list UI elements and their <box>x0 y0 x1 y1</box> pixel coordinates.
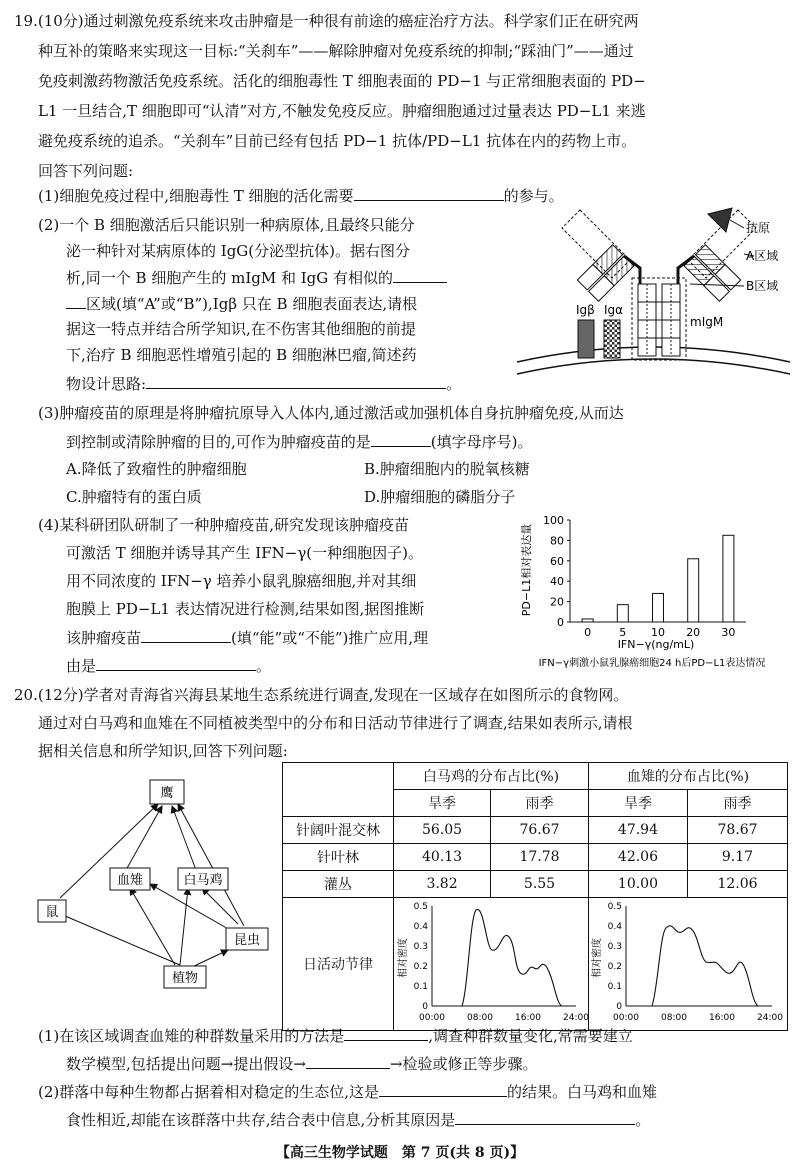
svg-text:0.3: 0.3 <box>413 942 429 952</box>
q19-part2-line4: 区域(填“A”或“B”),Igβ 只在 B 细胞表面表达,请根 <box>66 292 417 315</box>
q19-line-5: 避免疫系统的追杀。“关刹车”目前已经有包括 PD−1 抗体/PD−L1 抗体在内的药物上市。 <box>38 132 637 150</box>
svg-text:血雉: 血雉 <box>116 873 144 888</box>
header-blood-pheasant: 血雉的分布占比(%) <box>588 763 787 790</box>
q19-line-1: 19.(10分)通过刺激免疫系统来攻击肿瘤是一种很有前途的癌症治疗方法。科学家们正在研究两 <box>14 12 639 30</box>
svg-text:0.1: 0.1 <box>607 982 622 992</box>
answer-blank[interactable] <box>146 372 446 389</box>
y-tick-label: 40 <box>550 575 564 589</box>
option-a: A.降低了致瘤性的肿瘤细胞 <box>66 460 247 478</box>
right-arm <box>684 245 741 302</box>
x-tick-label: 10 <box>651 626 665 639</box>
ig-beta-label: Igβ <box>576 303 595 317</box>
q19-part2-line6: 下,治疗 B 细胞恶性增殖引起的 B 细胞淋巴瘤,简述药 <box>66 346 417 364</box>
q19-part2-line7: 物设计思路: 。 <box>66 372 461 395</box>
svg-text:鼠: 鼠 <box>45 905 59 920</box>
option-b: B.肿瘤细胞内的脱氧核糖 <box>364 460 530 478</box>
q19-part4-line3: 用不同浓度的 IFN−γ 培养小鼠乳腺癌细胞,并对其细 <box>66 572 417 590</box>
q19-part2-line3: 析,同一个 B 细胞产生的 mIgM 和 IgG 有相似的 <box>66 266 447 289</box>
q20-part1-line2: 数学模型,包括提出问题→提出假设→ →检验或修正等步骤。 <box>66 1052 538 1075</box>
x-tick-label: 20 <box>686 626 701 639</box>
svg-text:0: 0 <box>422 1002 429 1012</box>
q19-part3-line1: (3)肿瘤疫苗的原理是将肿瘤抗原导入人体内,通过激活或加强机体自身抗肿瘤免疫,从而达 <box>38 404 624 422</box>
svg-text:相对密度: 相对密度 <box>591 938 603 978</box>
header-rain: 雨季 <box>687 790 787 817</box>
answer-blank[interactable] <box>66 292 86 309</box>
activity-curve-blood-pheasant <box>652 926 758 1006</box>
answer-blank[interactable] <box>393 266 447 283</box>
q19-line-4: L1 一旦结合,T 细胞即可“认清”对方,不触发免疫反应。肿瘤细胞通过过量表达 PD−L1 来逃 <box>38 102 646 120</box>
q19-part2-line5: 据这一特点并结合所学知识,在不伤害其他细胞的前提 <box>66 320 416 338</box>
answer-blank[interactable] <box>379 1080 507 1097</box>
svg-text:白马鸡: 白马鸡 <box>183 873 223 888</box>
q19-line-3: 免疫刺激药物激活免疫系统。活化的细胞毒性 T 细胞表面的 PD−1 与正常细胞表面的 PD− <box>38 72 646 90</box>
option-c: C.肿瘤特有的蛋白质 <box>66 488 202 506</box>
q19-part1: (1)细胞免疫过程中,细胞毒性 T 细胞的活化需要 的参与。 <box>38 184 564 207</box>
answer-blank[interactable] <box>344 1024 428 1041</box>
antigen-label: 抗原 <box>746 221 771 235</box>
region-a-label: A区域 <box>746 249 779 263</box>
ig-alpha-label: Igα <box>604 303 624 317</box>
q20-part1-line1: (1)在该区域调查血雉的种群数量采用的方法是 ,调查种群数量变化,常需要建立 <box>38 1024 633 1047</box>
q20-line-1: 20.(12分)学者对青海省兴海县某地生态系统进行调查,发现在一区域存在如图所示的食物网。 <box>14 686 629 704</box>
q19-part4-line6: 由是 。 <box>66 654 271 677</box>
antibody-diagram <box>512 202 792 382</box>
table-row-activity: 日活动节律 相对密度 0 0.1 0.2 0.3 0.4 0.5 00:00 08:00 16:00 24:00 相对密度 0 0.1 0.2 0.3 0.4 0.5 00:00 08:00 16:00 24:00 <box>283 898 788 1031</box>
answer-blank[interactable] <box>96 654 256 671</box>
svg-text:0.3: 0.3 <box>607 942 622 952</box>
chart-caption: IFN−γ刺激小鼠乳腺癌细胞24 h后PD−L1表达情况 <box>538 658 766 669</box>
svg-text:00:00: 00:00 <box>613 1013 639 1023</box>
ig-beta-shape <box>578 320 594 358</box>
q19-part4-line5: 该肿瘤疫苗 (填“能”或“不能”)推广应用,理 <box>66 626 428 649</box>
q19-line-2: 种互补的策略来实现这一目标:“关刹车”——解除肿瘤对免疫系统的抑制;“踩油门”——通过 <box>38 42 634 60</box>
food-web-diagram <box>30 770 280 1010</box>
y-tick-label: 60 <box>550 554 564 568</box>
svg-text:16:00: 16:00 <box>515 1013 541 1023</box>
region-b-label: B区域 <box>746 279 779 293</box>
svg-text:鹰: 鹰 <box>160 786 174 801</box>
y-tick-label: 100 <box>543 514 564 527</box>
q20-part2-line1: (2)群落中每种生物都占据着相对稳定的生态位,这是 的结果。白马鸡和血雉 <box>38 1080 657 1103</box>
header-rain: 雨季 <box>491 790 589 817</box>
svg-text:16:00: 16:00 <box>709 1013 735 1023</box>
answer-blank[interactable] <box>141 626 231 643</box>
ig-alpha-shape <box>604 320 620 358</box>
svg-text:0.5: 0.5 <box>413 902 429 912</box>
table-row: 针叶林 40.13 17.78 42.06 9.17 <box>283 844 788 871</box>
migm-label: mIgM <box>690 315 724 329</box>
option-d: D.肿瘤细胞的磷脂分子 <box>364 488 516 506</box>
table-row: 灌丛 3.82 5.55 10.00 12.06 <box>283 871 788 898</box>
page-footer: 【高三生物学试题 第 7 页(共 8 页)】 <box>275 1145 525 1161</box>
activity-chart-white-eared <box>394 898 589 1031</box>
y-tick-label: 80 <box>550 534 564 548</box>
q20-line-2: 通过对白马鸡和血雉在不同植被类型中的分布和日活动节律进行了调查,结果如表所示,请根 <box>38 714 633 732</box>
q19-part4-line1: (4)某科研团队研制了一种肿瘤疫苗,研究发现该肿瘤疫苗 <box>38 516 410 534</box>
y-tick-label: 0 <box>557 616 564 629</box>
svg-text:0.5: 0.5 <box>607 902 622 912</box>
q19-part2-line1: (2)一个 B 细胞激活后只能识别一种病原体,且最终只能分 <box>38 216 415 234</box>
bar-0 <box>582 619 593 622</box>
svg-text:0.2: 0.2 <box>607 962 622 972</box>
answer-blank[interactable] <box>371 430 431 447</box>
q20-line-3: 据相关信息和所学知识,回答下列问题: <box>38 742 288 760</box>
x-axis-label: IFN−γ(ng/mL) <box>617 638 695 651</box>
svg-text:24:00: 24:00 <box>757 1013 783 1023</box>
y-axis-label: PD−L1相对表达量 <box>520 523 533 617</box>
svg-text:0: 0 <box>616 1002 622 1012</box>
bar-10 <box>653 593 664 622</box>
x-tick-label: 5 <box>619 626 627 639</box>
svg-text:昆虫: 昆虫 <box>233 933 261 948</box>
svg-text:相对密度: 相对密度 <box>398 938 410 978</box>
q19-line-6: 回答下列问题: <box>38 162 134 180</box>
bar-30 <box>723 535 734 622</box>
answer-blank[interactable] <box>455 1108 635 1125</box>
x-tick-label: 30 <box>721 626 736 639</box>
svg-text:08:00: 08:00 <box>661 1013 687 1023</box>
left-arm <box>577 245 634 302</box>
y-tick-label: 20 <box>550 595 564 609</box>
q19-part4-line4: 胞膜上 PD−L1 表达情况进行检测,结果如图,据图推断 <box>66 600 425 618</box>
svg-text:植物: 植物 <box>171 971 199 986</box>
svg-text:0.1: 0.1 <box>413 982 429 992</box>
activity-chart-blood-pheasant <box>588 898 787 1031</box>
x-tick-label: 0 <box>584 626 592 639</box>
svg-text:0.4: 0.4 <box>413 922 429 932</box>
q19-part4-line2: 可激活 T 细胞并诱导其产生 IFN−γ(一种细胞因子)。 <box>66 544 424 562</box>
header-white-eared: 白马鸡的分布占比(%) <box>394 763 589 790</box>
header-dry: 旱季 <box>588 790 687 817</box>
bar-20 <box>688 559 699 622</box>
svg-text:0.4: 0.4 <box>607 922 622 932</box>
q19-part2-line2: 泌一种针对某病原体的 IgG(分泌型抗体)。据右图分 <box>66 242 410 260</box>
table-row: 针阔叶混交林 56.05 76.67 47.94 78.67 <box>283 817 788 844</box>
distribution-table <box>282 762 788 1031</box>
q19-part3-line2: 到控制或清除肿瘤的目的,可作为肿瘤疫苗的是 (填字母序号)。 <box>66 430 533 453</box>
svg-text:08:00: 08:00 <box>467 1013 493 1023</box>
header-dry: 旱季 <box>394 790 491 817</box>
answer-blank[interactable] <box>354 184 504 201</box>
svg-text:24:00: 24:00 <box>563 1013 589 1023</box>
pdl1-bar-chart <box>516 508 794 676</box>
q20-part2-line2: 食性相近,却能在该群落中共存,结合表中信息,分析其原因是 。 <box>66 1108 650 1131</box>
svg-text:0.2: 0.2 <box>413 962 429 972</box>
answer-blank[interactable] <box>306 1052 390 1069</box>
bar-5 <box>617 605 628 622</box>
svg-text:00:00: 00:00 <box>419 1013 445 1023</box>
activity-curve-white-eared <box>462 909 562 1006</box>
